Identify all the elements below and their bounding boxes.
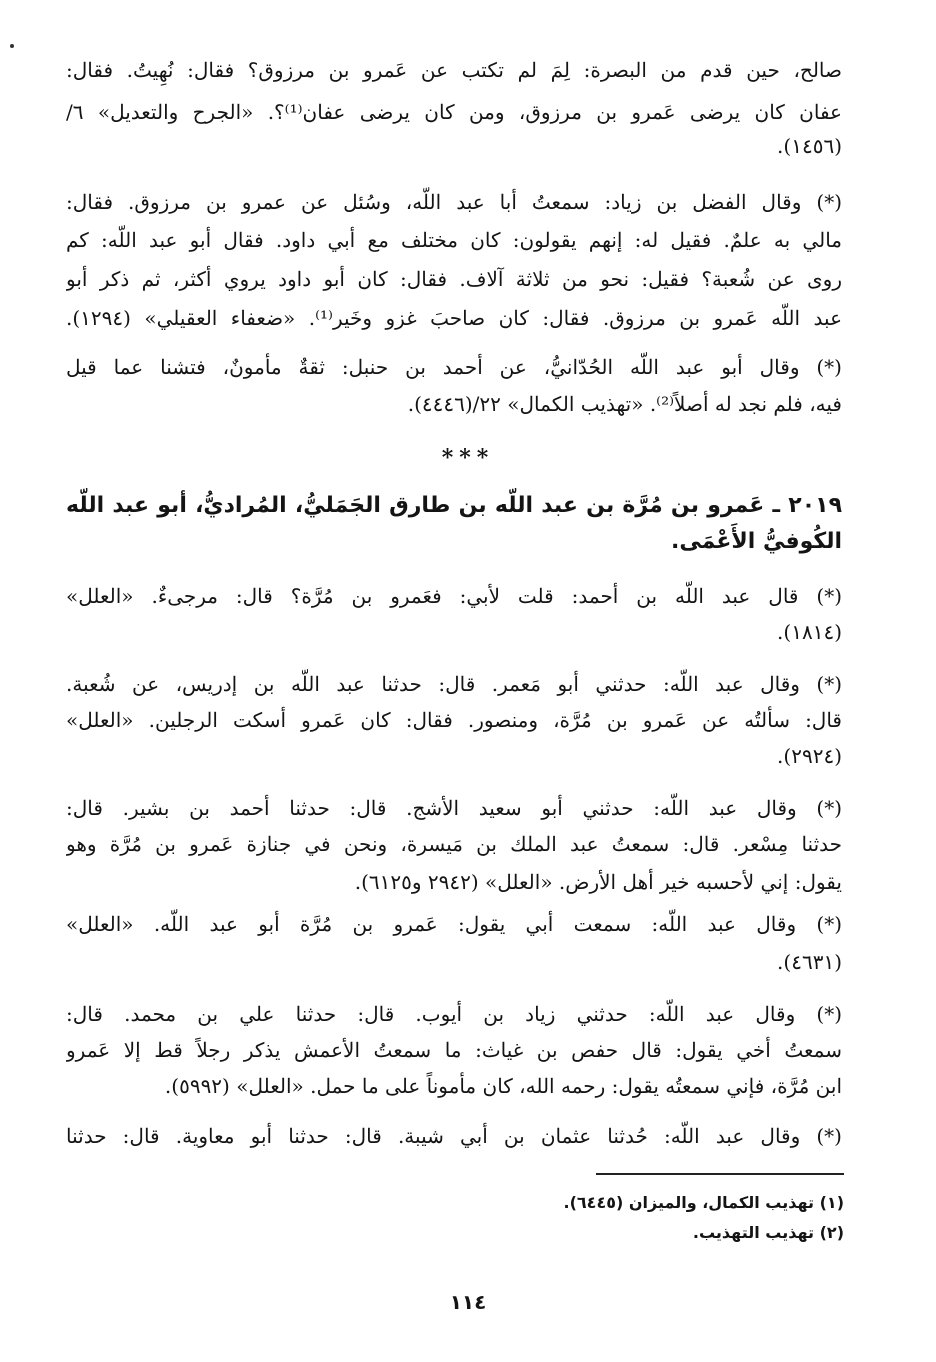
entry-heading-cont: الكُوفيُّ الأَعْمَى. <box>670 529 842 554</box>
text-line: عبد اللّه عَمرو بن مرزوق. فقال: كان صاحبَ غزو وخَير⁽¹⁾. «ضعفاء العقيلي» (١٢٩٤). <box>66 306 842 330</box>
text-line: (*) وقال عبد اللّه: حدثني زياد بن أيوب. قال: حدثنا علي بن محمد. قال: <box>66 1002 842 1026</box>
text-line: فيه، فلم نجد له أصلاً⁽²⁾. «تهذيب الكمال» ٢٢/(٤٤٤٦). <box>407 392 842 416</box>
footnote-rule <box>596 1173 844 1175</box>
scan-speck <box>10 44 14 48</box>
text-line: ابن مُرَّة، فإني سمعتُه يقول: رحمه الله، كان مأموناً على ما حمل. «العلل» (٥٩٩٢). <box>164 1074 842 1098</box>
text-line: روى عن شُعبة؟ فقيل: نحو من ثلاثة آلاف. فقال: كان أبو داود يروي أكثر، ثم ذكر أبو <box>66 267 842 291</box>
text-line: (*) قال عبد اللّه بن أحمد: قلت لأبي: فعَمرو بن مُرَّة؟ قال: مرجىءٌ. «العلل» <box>66 584 842 608</box>
text-line: عفان كان يرضى عَمرو بن مرزوق، ومن كان يرضى عفان⁽¹⁾؟. «الجرح والتعديل» ٦/ <box>66 100 842 124</box>
section-separator: *** <box>441 445 495 471</box>
text-line: قال: سألتُه عن عَمرو بن مُرَّة، ومنصور. فقال: كان عَمرو أسكت الرجلين. «العلل» <box>66 708 842 732</box>
text-line: (٤٦٣١). <box>777 950 842 974</box>
text-line: (*) وقال عبد اللّه: حُدثنا عثمان بن أبي شيبة. قال: حدثنا أبو معاوية. قال: حدثنا <box>66 1124 842 1148</box>
footnote-2: (٢) تهذيب التهذيب. <box>692 1223 844 1242</box>
text-line: (*) وقال الفضل بن زياد: سمعتُ أبا عبد اللّه، وسُئل عن عمرو بن مرزوق. فقال: <box>66 190 842 214</box>
text-line: (١٤٥٦). <box>777 134 842 158</box>
page-number: ١١٤ <box>449 1290 487 1314</box>
text-line: (*) وقال عبد اللّه: سمعت أبي يقول: عَمرو بن مُرَّة أبو عبد اللّه. «العلل» <box>66 912 842 936</box>
text-line: سمعتُ أخي يقول: قال حفص بن غياث: ما سمعتُ الأعمش يذكر رجلاً قط إلا عَمرو <box>66 1038 842 1062</box>
text-line: (١٨١٤). <box>777 620 842 644</box>
text-line: حدثنا مِسْعر. قال: سمعتُ عبد الملك بن مَيسرة، ونحن في جنازة عَمرو بن مُرَّة وهو <box>66 832 842 856</box>
footnote-1: (١) تهذيب الكمال، والميزان (٦٤٤٥). <box>563 1193 844 1212</box>
text-line: مالي به علمٌ. فقيل له: إنهم يقولون: كان مختلف مع أبي داود. فقال أبو عبد اللّه: كم <box>66 228 842 252</box>
entry-heading: ٢٠١٩ ـ عَمرو بن مُرَّة بن عبد اللّه بن طارق الجَمَليُّ، المُراديُّ، أبو عبد اللّه <box>66 493 842 518</box>
text-line: (*) وقال عبد اللّه: حدثني أبو مَعمر. قال: حدثنا عبد اللّه بن إدريس، عن شُعبة. <box>66 672 842 696</box>
text-line: (*) وقال أبو عبد اللّه الحُدّانيُّ، عن أحمد بن حنبل: ثقةٌ مأمونٌ، فتشنا عما قيل <box>66 355 842 379</box>
text-line: يقول: إني لأحسبه خير أهل الأرض. «العلل» (٢٩٤٢ و٦١٢٥). <box>354 870 842 894</box>
text-line: صالح، حين قدم من البصرة: لِمَ لم تكتب عن عَمرو بن مرزوق؟ فقال: نُهِيتُ. فقال: <box>66 58 842 82</box>
text-line: (٢٩٢٤). <box>777 744 842 768</box>
text-line: (*) وقال عبد اللّه: حدثني أبو سعيد الأشج. قال: حدثنا أحمد بن بشير. قال: <box>66 796 842 820</box>
